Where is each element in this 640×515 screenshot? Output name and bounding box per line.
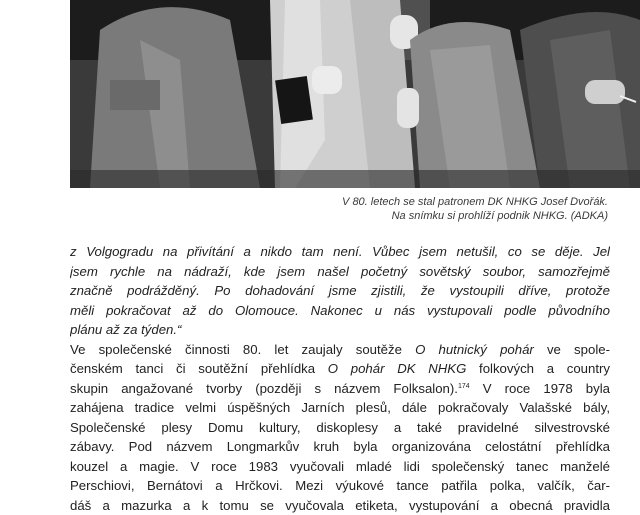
caption-line-1: V 80. letech se stal patronem DK NHKG Josef Dvořák. bbox=[228, 195, 608, 209]
archival-photograph bbox=[70, 0, 640, 188]
photo-caption bbox=[228, 195, 608, 223]
competition-title: O hutnický pohár bbox=[415, 342, 534, 357]
body-text: ve spole- bbox=[534, 342, 610, 357]
article-text bbox=[70, 242, 610, 515]
quote-line: z Volgogradu na přivítání a nikdo tam není. Vůbec jsem netušil, co se děje. Jel bbox=[70, 242, 610, 262]
body-line: Perschiovi, Bernátovi a Hrčkovi. Mezi výukové tance patřila polka, valčík, čar- bbox=[70, 476, 610, 496]
footnote-reference: 174 bbox=[458, 383, 470, 390]
body-text: čenském tanci či soutěžní přehlídka bbox=[70, 361, 328, 376]
body-line: dáš a mazurka a k tomu se vyučovala etiketa, vystupování a obecná pravidla bbox=[70, 496, 610, 515]
body-text: skupin angažované tvorby (později s názvem Folksalon). bbox=[70, 381, 458, 396]
body-line bbox=[70, 359, 610, 379]
caption-line-2: Na snímku si prohlíží podnik NHKG. (ADKA) bbox=[228, 209, 608, 223]
quote-line: jsem rychle na nádraží, kde jsem našel početný sovětský soubor, samozřejmě bbox=[70, 262, 610, 282]
quote-block bbox=[70, 242, 610, 340]
quote-line: plánu až za týden.“ bbox=[70, 320, 610, 340]
body-text: V roce 1978 byla bbox=[470, 381, 610, 396]
body-text: Ve společenské činnosti 80. let zaujaly soutěže bbox=[70, 342, 415, 357]
quote-line: značně podrážděný. Po dohadování jsme zjistili, že vystoupili dříve, protože bbox=[70, 281, 610, 301]
body-line: Společenské plesy Domu kultury, diskoplesy a také pravidelné silvestrovské bbox=[70, 418, 610, 438]
body-line: zábavy. Pod názvem Longmarkův kruh byla organizována celostátní přehlídka bbox=[70, 437, 610, 457]
body-line: zahájena tradice velmi úspěšných Jarních plesů, dále pokračovaly Valašské bály, bbox=[70, 398, 610, 418]
body-line bbox=[70, 340, 610, 360]
body-line: kouzel a magie. V roce 1983 vyučovali mladé lidi společenský tanec manželé bbox=[70, 457, 610, 477]
quote-line: měli pokračovat až do Olomouce. Nakonec u nás vystupovali podle původního bbox=[70, 301, 610, 321]
competition-title: O pohár DK NHKG bbox=[328, 361, 467, 376]
body-line bbox=[70, 379, 610, 399]
body-text: folkových a country bbox=[466, 361, 610, 376]
photo-illustration bbox=[70, 0, 640, 188]
body-paragraph bbox=[70, 340, 610, 515]
